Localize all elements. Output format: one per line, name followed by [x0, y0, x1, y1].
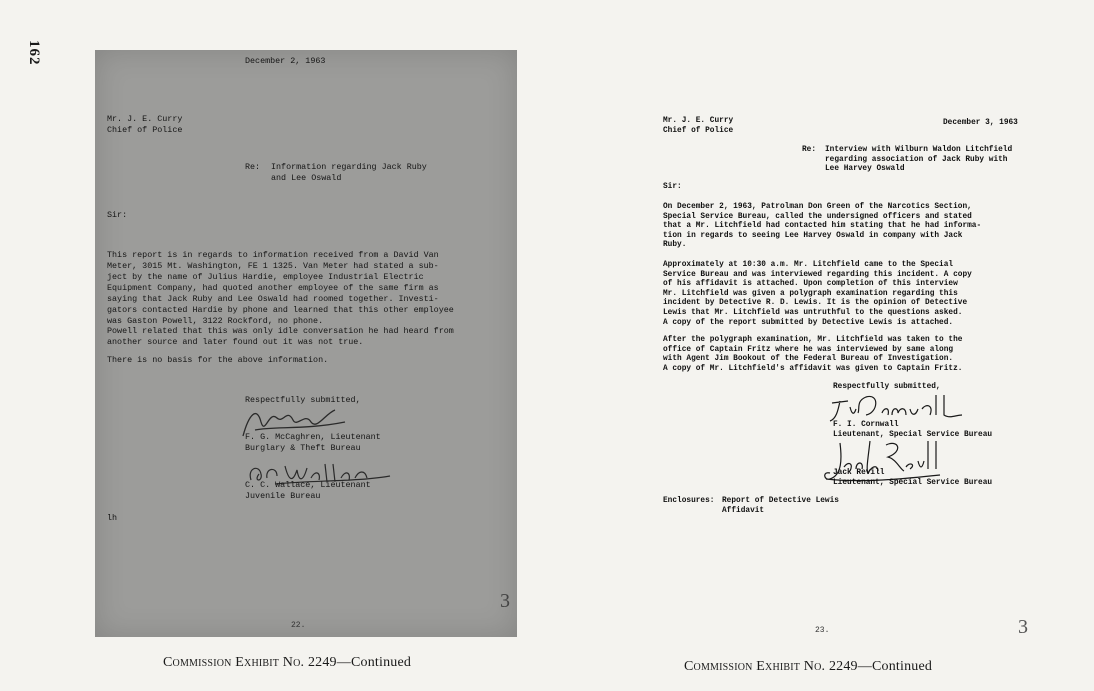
left-caption: [163, 655, 411, 671]
right-subject: [825, 146, 1012, 175]
right-to-title: Chief of Police: [663, 126, 734, 135]
left-to-name: Mr. J. E. Curry: [107, 114, 183, 124]
left-paragraph-2: [107, 326, 512, 348]
left-initials: lh: [107, 513, 118, 523]
right-p3-line: with Agent Jim Bookout of the Federal Bureau of Investigation.: [663, 355, 954, 364]
left-p2-line: Powell related that this was only idle conversation he had heard from: [107, 326, 454, 336]
right-p2-line: Approximately at 10:30 a.m. Mr. Litchfield came to the Special: [663, 261, 954, 269]
right-p2-line: Lewis that Mr. Litchfield was untruthful to the questions asked.: [663, 308, 963, 317]
left-re-label: Re:: [245, 162, 261, 172]
right-caption-suffix: —Continued: [857, 659, 933, 674]
right-p1-line: that a Mr. Litchfield had contacted him stating that he had informa-: [663, 222, 982, 231]
right-p2-line: A copy of the report submitted by Detective Lewis is attached.: [663, 318, 954, 327]
left-subject: [271, 162, 427, 184]
right-re-line: regarding association of Jack Ruby with: [825, 155, 1008, 164]
right-page-mark: 3: [1018, 616, 1028, 638]
left-sig2-name: C. C. Wallace, Lieutenant: [245, 480, 371, 490]
right-re-label: Re:: [802, 146, 817, 154]
right-signer-1: [833, 421, 992, 440]
right-p2-line: Service Bureau and was interviewed regarding this incident. A copy: [663, 270, 972, 279]
right-p2-line: incident by Detective R. D. Lewis. It is the opinion of Detective: [663, 299, 968, 308]
right-enclosure-1: Report of Detective Lewis: [722, 497, 839, 505]
left-sig1-name: F. G. McCaghren, Lieutenant: [245, 432, 381, 442]
left-recipient: [107, 114, 182, 136]
left-p1-line: Equipment Company, had quoted another employee of the same firm as: [107, 283, 439, 293]
right-p2-line: of his affidavit is attached. Upon completion of this interview: [663, 280, 958, 289]
left-bottom-mark: 22.: [291, 621, 306, 630]
left-closing: Respectfully submitted,: [245, 395, 361, 405]
left-p1-line: saying that Jack Ruby and Lee Oswald had roomed together. Investi-: [107, 294, 439, 304]
right-sig1-name: F. I. Cornwall: [833, 421, 899, 429]
right-to-name: Mr. J. E. Curry: [663, 117, 734, 125]
right-letter: [650, 105, 1050, 635]
left-p1-line: This report is in regards to information received from a David Van: [107, 250, 439, 260]
left-sig2-unit: Juvenile Bureau: [245, 491, 321, 501]
right-enclosures-label: Enclosures:: [663, 497, 715, 505]
right-date: December 3, 1963: [943, 119, 1018, 127]
page-number: 162: [26, 40, 42, 66]
right-recipient: [663, 117, 733, 136]
right-caption-prefix: Commission Exhibit No.: [684, 659, 826, 674]
right-p3-line: A copy of Mr. Litchfield's affidavit was given to Captain Fritz.: [663, 364, 963, 373]
right-sig2-name: Jack Revill: [833, 469, 885, 477]
right-p3-line: office of Captain Fritz where he was interviewed by same along: [663, 345, 954, 354]
right-p3-line: After the polygraph examination, Mr. Litchfield was taken to the: [663, 336, 963, 344]
right-bottom-mark: 23.: [815, 626, 830, 635]
left-p2-line: another source and later found out it was not true.: [107, 337, 364, 347]
right-p1-line: On December 2, 1963, Patrolman Don Green of the Narcotics Section,: [663, 203, 972, 211]
left-caption-prefix: Commission Exhibit No.: [163, 655, 305, 670]
right-enclosure-2: Affidavit: [722, 506, 765, 515]
left-signer-1: [245, 432, 381, 454]
right-enclosures: [722, 497, 839, 516]
left-signer-2: [245, 480, 371, 502]
left-sig1-unit: Burglary & Theft Bureau: [245, 443, 361, 453]
right-p1-line: Special Service Bureau, called the undersigned officers and stated: [663, 212, 972, 221]
left-letter: [95, 50, 517, 637]
left-to-title: Chief of Police: [107, 125, 183, 135]
right-caption: [684, 659, 932, 675]
right-signer-2: [833, 469, 992, 488]
right-re-line: Interview with Wilburn Waldon Litchfield: [825, 146, 1013, 154]
left-date: December 2, 1963: [245, 56, 326, 66]
right-closing: Respectfully submitted,: [833, 383, 941, 391]
left-page-mark: 3: [500, 590, 510, 612]
right-re-line: Lee Harvey Oswald: [825, 165, 905, 174]
left-p1-line: Meter, 3015 Mt. Washington, FE 1 1325. Van Meter had stated a sub-: [107, 261, 439, 271]
left-p1-line: was Gaston Powell, 3122 Rockford, no phone.: [107, 316, 324, 326]
right-paragraph-3: [663, 336, 1048, 374]
left-salutation: Sir:: [107, 210, 128, 220]
right-sig1-title: Lieutenant, Special Service Bureau: [833, 430, 993, 439]
right-sig2-title: Lieutenant, Special Service Bureau: [833, 478, 993, 487]
right-salutation: Sir:: [663, 183, 682, 191]
left-re-line-2: and Lee Oswald: [271, 173, 342, 183]
right-caption-number: 2249: [828, 659, 858, 674]
right-p1-line: tion in regards to seeing Lee Harvey Oswald in company with Jack: [663, 231, 963, 240]
right-p1-line: Ruby.: [663, 241, 687, 250]
left-p1-line: ject by the name of Julius Hardie, employee Industrial Electric: [107, 272, 424, 282]
left-caption-number: 2249: [307, 655, 337, 670]
right-paragraph-2: [663, 261, 1048, 328]
left-paragraph-3: There is no basis for the above information.: [107, 355, 329, 365]
right-paragraph-1: [663, 203, 1048, 251]
right-p2-line: Mr. Litchfield was given a polygraph examination regarding this: [663, 289, 958, 298]
left-caption-suffix: —Continued: [336, 655, 412, 670]
left-paragraph-1: [107, 250, 512, 327]
left-re-line-1: Information regarding Jack Ruby: [271, 162, 427, 172]
left-p1-line: gators contacted Hardie by phone and learned that this other employee: [107, 305, 454, 315]
